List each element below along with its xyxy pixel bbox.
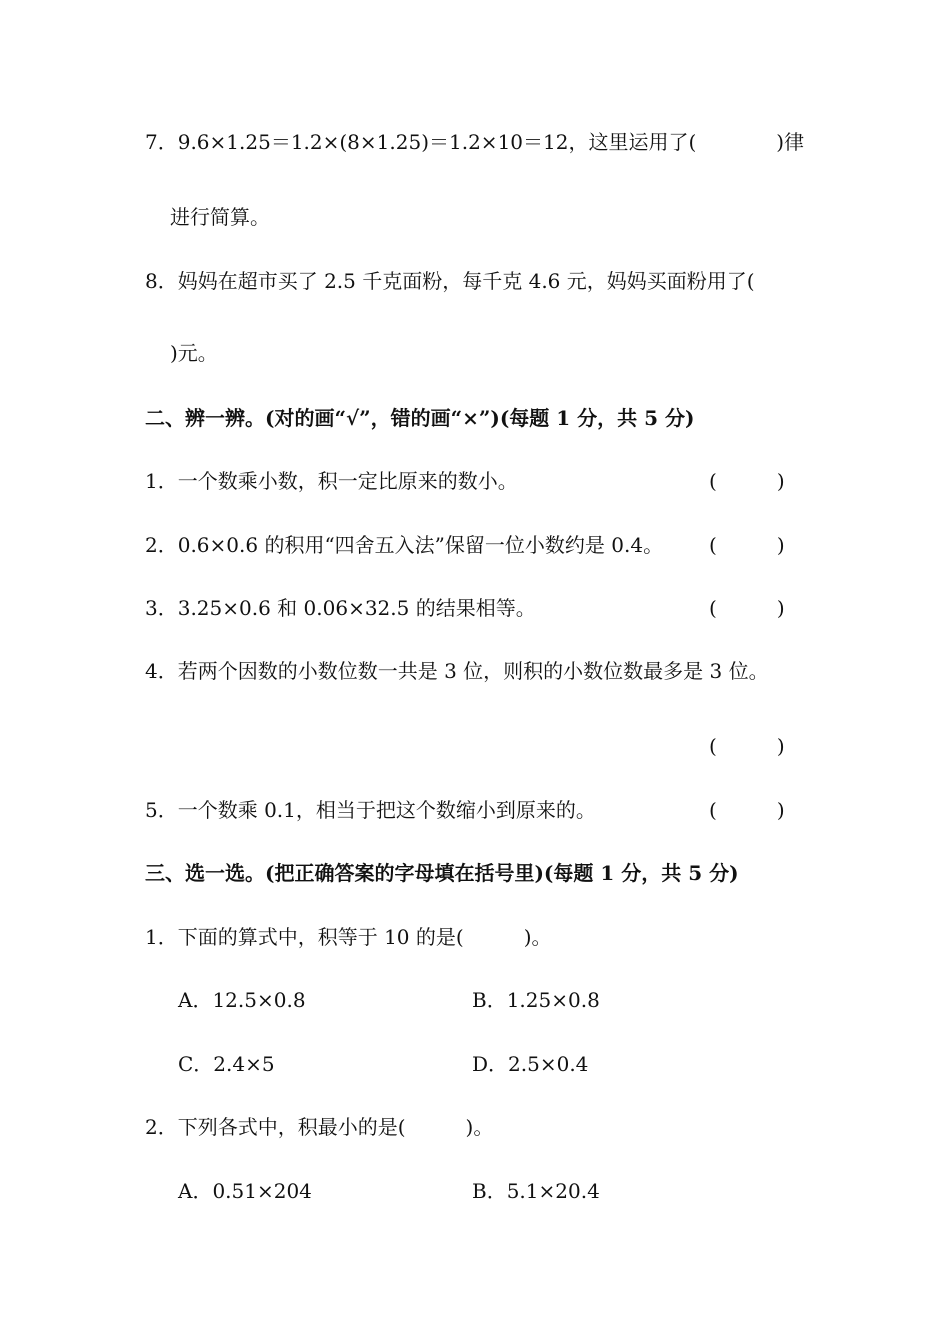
answer-paren-4[interactable]: ( ) (709, 734, 785, 758)
choice-question-2: 2．下列各式中，积最小的是( )。 (145, 1115, 494, 1139)
answer-paren-1[interactable]: ( ) (709, 469, 785, 493)
question-8-line-2: )元。 (170, 341, 218, 365)
q2-option-b: B．5.1×20.4 (472, 1179, 600, 1203)
question-8-line-1: 8．妈妈在超市买了 2.5 千克面粉，每千克 4.6 元，妈妈买面粉用了( (145, 269, 755, 293)
answer-paren-2[interactable]: ( ) (709, 533, 785, 557)
q1-option-b: B．1.25×0.8 (472, 988, 600, 1012)
question-7-line-2: 进行简算。 (170, 205, 270, 229)
answer-paren-5[interactable]: ( ) (709, 798, 785, 822)
q1-option-d: D．2.5×0.4 (472, 1052, 589, 1076)
judge-item-4: 4．若两个因数的小数位数一共是 3 位，则积的小数位数最多是 3 位。 (145, 659, 769, 683)
q1-option-c: C．2.4×5 (178, 1052, 275, 1076)
question-7-line-1: 7．9.6×1.25＝1.2×(8×1.25)＝1.2×10＝12，这里运用了( )律 (145, 130, 805, 154)
answer-paren-3[interactable]: ( ) (709, 596, 785, 620)
q1-option-a: A．12.5×0.8 (178, 988, 306, 1012)
judge-item-3: 3．3.25×0.6 和 0.06×32.5 的结果相等。 (145, 596, 536, 620)
judge-item-5: 5．一个数乘 0.1，相当于把这个数缩小到原来的。 (145, 798, 596, 822)
section-2-title: 二、辨一辨。(对的画“√”，错的画“×”)(每题 1 分，共 5 分) (145, 406, 695, 430)
section-3-title: 三、选一选。(把正确答案的字母填在括号里)(每题 1 分，共 5 分) (145, 861, 739, 885)
judge-item-1: 1．一个数乘小数，积一定比原来的数小。 (145, 469, 518, 493)
q2-option-a: A．0.51×204 (178, 1179, 312, 1203)
choice-question-1: 1．下面的算式中，积等于 10 的是( )。 (145, 925, 552, 949)
judge-item-2: 2．0.6×0.6 的积用“四舍五入法”保留一位小数约是 0.4。 (145, 533, 664, 557)
